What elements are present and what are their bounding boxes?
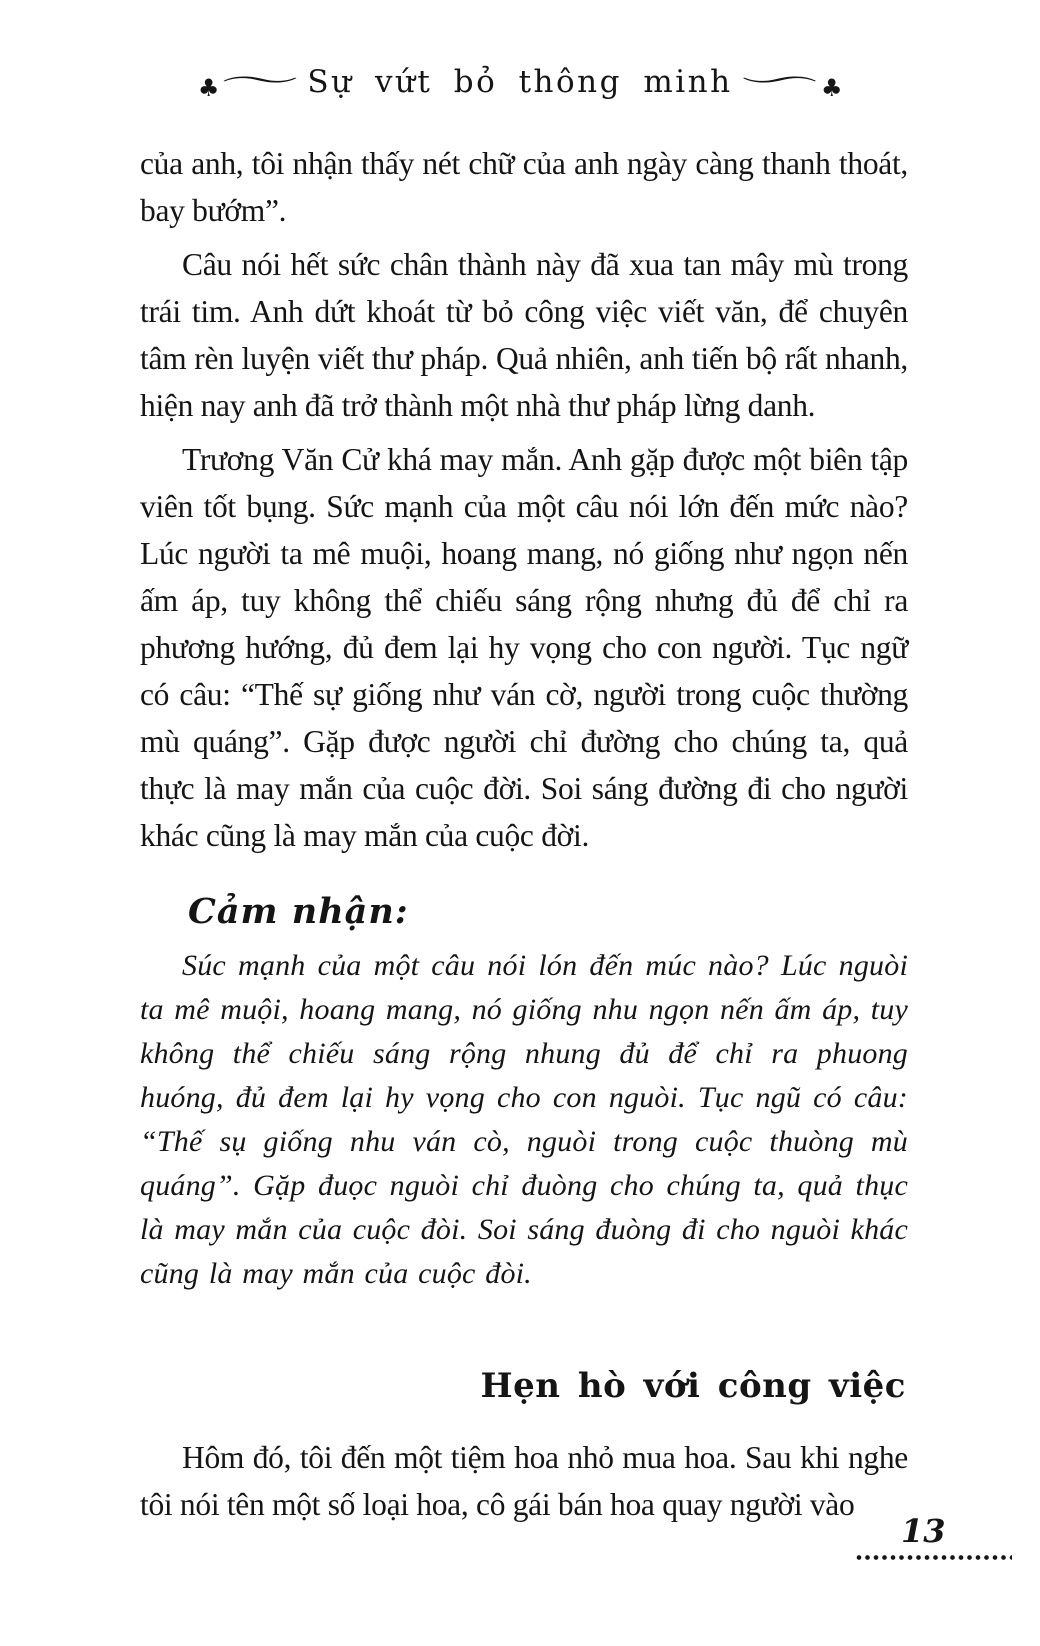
chapter-title: Sự vứt bỏ thông minh xyxy=(307,64,733,100)
paragraph: Trương Văn Cử khá may mắn. Anh gặp được một biên tập viên tốt bụng. Sức mạnh của một câu nói lớn đến mức nào? Lúc người ta mê muội, hoang mang, nó giống như ngọn nến ấm áp, tuy không thể chiếu sáng rộng nhưng đủ để chỉ ra phương hướng, đủ đem lại hy vọng cho con người. Tục ngữ có câu: “Thế sự giống như ván cờ, người trong cuộc thường mù quáng”. Gặp được người chỉ đường cho chúng ta, quả thực là may mắn của cuộc đời. Soi sáng đường đi cho người khác cũng là may mắn của cuộc đời. xyxy=(140,442,908,853)
swash-icon: 〜 xyxy=(219,64,301,99)
reflection-paragraph: Súc mạnh của một câu nói lón đến múc nào? Lúc nguòi ta mê muội, hoang mang, nó giống nhu ngọn nến ấm áp, tuy không thể chiếu sáng rộng nhung đủ để chỉ ra phuong huóng, đủ đem lại hy vọng cho con nguòi. Tục ngũ có câu: “Thế sụ giống nhu ván cò, nguòi trong cuộc thuòng mù quáng”. Gặp đuọc nguòi chỉ đuòng cho chúng ta, quả thục là may mắn của cuộc đòi. Soi sáng đuòng đi cho nguòi khác cũng là may mắn của cuộc đòi. xyxy=(140,949,908,1290)
header-ornament-right xyxy=(733,60,843,104)
running-header xyxy=(0,60,1040,104)
header-ornament-left xyxy=(198,60,308,104)
swash-icon: 〜 xyxy=(739,64,821,99)
page-body xyxy=(140,140,908,1528)
trefoil-icon: ♣ xyxy=(820,74,843,102)
trefoil-icon: ♣ xyxy=(197,74,220,102)
paragraph: Câu nói hết sức chân thành này đã xua tan mây mù trong trái tim. Anh dứt khoát từ bỏ công việc viết văn, để chuyên tâm rèn luyện viết thư pháp. Quả nhiên, anh tiến bộ rất nhanh, hiện nay anh đã trở thành một nhà thư pháp lừng danh. xyxy=(140,247,908,423)
page-number: 13 xyxy=(901,1512,946,1550)
paragraph-continuation: của anh, tôi nhận thấy nét chữ của anh ngày càng thanh thoát, bay bướm”. xyxy=(140,146,908,228)
section-title: Hẹn hò với công việc xyxy=(480,1366,906,1406)
paragraph: Hôm đó, tôi đến một tiệm hoa nhỏ mua hoa. Sau khi nghe tôi nói tên một số loại hoa, cô gái bán hoa quay người vào xyxy=(140,1440,908,1522)
dotted-leader xyxy=(856,1554,1012,1561)
reflection-heading: Cảm nhận: xyxy=(188,891,409,932)
page-footer xyxy=(0,1512,1040,1582)
